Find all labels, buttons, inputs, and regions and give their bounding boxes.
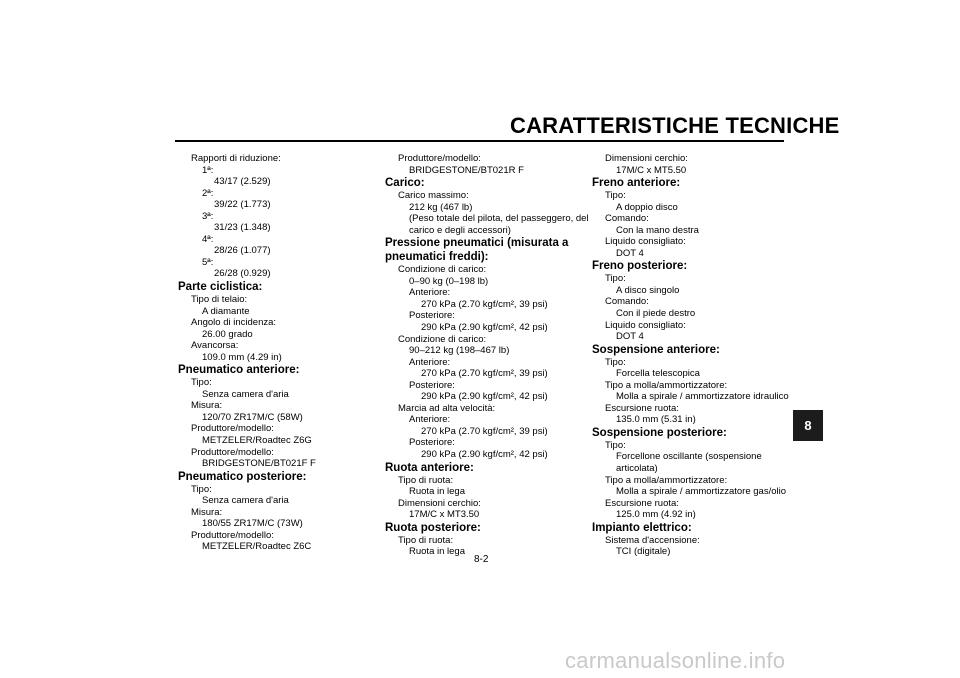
spec-line: Tipo a molla/ammortizzatore: xyxy=(605,474,728,486)
spec-line: Dimensioni cerchio: xyxy=(605,153,688,164)
spec-line: 270 kPa (2.70 kgf/cm², 39 psi) xyxy=(421,298,548,310)
spec-line: 290 kPa (2.90 kgf/cm², 42 psi) xyxy=(421,322,548,334)
spec-line: Avancorsa: xyxy=(191,340,239,352)
spec-line: DOT 4 xyxy=(616,331,644,343)
section-heading: Pneumatico anteriore: xyxy=(178,364,300,377)
spec-line: Escursione ruota: xyxy=(605,402,679,414)
section-heading: pneumatici freddi): xyxy=(385,251,489,264)
spec-line: Sistema d'accensione: xyxy=(605,534,700,546)
spec-line: Tipo: xyxy=(605,439,626,451)
section-heading: Freno anteriore: xyxy=(592,177,681,190)
page-number: 8-2 xyxy=(474,554,489,565)
section-heading: Pressione pneumatici (misurata a xyxy=(385,237,569,250)
spec-line: 212 kg (467 lb) xyxy=(409,201,473,213)
page-title: CARATTERISTICHE TECNICHE xyxy=(510,113,840,138)
spec-line: A doppio disco xyxy=(616,201,678,213)
spec-line: Posteriore: xyxy=(409,437,455,449)
section-heading: Carico: xyxy=(385,177,425,190)
spec-line: A diamante xyxy=(202,305,250,317)
spec-line: Anteriore: xyxy=(409,414,451,426)
section-heading: Sospensione posteriore: xyxy=(592,426,727,439)
spec-line: Condizione di carico: xyxy=(398,333,487,345)
spec-line: 26.00 grado xyxy=(202,328,253,340)
spec-line: 5ª: xyxy=(202,256,214,268)
spec-line: Con il piede destro xyxy=(616,308,696,320)
spec-line: Produttore/modello: xyxy=(191,423,274,435)
spec-line: Rapporti di riduzione: xyxy=(191,153,281,164)
spec-line: Comando: xyxy=(605,213,649,225)
spec-line: 0–90 kg (0–198 lb) xyxy=(409,275,489,287)
spec-line: Misura: xyxy=(191,506,223,518)
spec-line: Produttore/modello: xyxy=(398,153,481,164)
spec-line: Ruota in lega xyxy=(409,546,465,558)
spec-line: 120/70 ZR17M/C (58W) xyxy=(202,411,303,423)
spec-line: Tipo: xyxy=(191,377,212,389)
spec-line: Tipo: xyxy=(605,190,626,202)
spec-line: Tipo a molla/ammortizzatore: xyxy=(605,379,728,391)
spec-line: 17M/C x MT5.50 xyxy=(616,164,687,176)
spec-line: Posteriore: xyxy=(409,310,455,322)
section-heading: Ruota posteriore: xyxy=(385,521,481,534)
spec-line: 31/23 (1.348) xyxy=(214,222,271,234)
spec-line: carico e degli accessori) xyxy=(409,224,511,236)
spec-line: 90–212 kg (198–467 lb) xyxy=(409,345,510,357)
spec-line: Carico massimo: xyxy=(398,190,469,202)
spec-line: Marcia ad alta velocità: xyxy=(398,402,496,414)
spec-line: Comando: xyxy=(605,296,649,308)
spec-line: (Peso totale del pilota, del passeggero, del xyxy=(409,213,589,225)
spec-line: Dimensioni cerchio: xyxy=(398,497,481,509)
spec-line: Escursione ruota: xyxy=(605,497,679,509)
spec-line: 270 kPa (2.70 kgf/cm², 39 psi) xyxy=(421,425,548,437)
spec-line: Tipo: xyxy=(605,356,626,368)
spec-line: Senza camera d'aria xyxy=(202,388,289,400)
section-heading: Impianto elettrico: xyxy=(592,521,692,534)
section-heading: Pneumatico posteriore: xyxy=(178,470,307,483)
spec-line: METZELER/Roadtec Z6G xyxy=(202,435,312,447)
spec-line: 290 kPa (2.90 kgf/cm², 42 psi) xyxy=(421,449,548,461)
spec-line: 4ª: xyxy=(202,233,214,245)
spec-line: Condizione di carico: xyxy=(398,264,487,276)
spec-line: Forcellone oscillante (sospensione xyxy=(616,451,762,463)
spec-line: 1ª: xyxy=(202,164,214,176)
section-heading: Sospensione anteriore: xyxy=(592,343,720,356)
spec-column-3 xyxy=(592,153,797,558)
spec-line: 43/17 (2.529) xyxy=(214,176,271,188)
chapter-tab: 8 xyxy=(793,410,823,441)
spec-line: 39/22 (1.773) xyxy=(214,199,271,211)
spec-line: Produttore/modello: xyxy=(191,529,274,541)
spec-line: 2ª: xyxy=(202,187,214,199)
spec-line: 180/55 ZR17M/C (73W) xyxy=(202,518,303,530)
spec-line: Tipo di ruota: xyxy=(398,474,454,486)
spec-line: 125.0 mm (4.92 in) xyxy=(616,509,696,521)
spec-line: Tipo: xyxy=(605,273,626,285)
spec-line: Molla a spirale / ammortizzatore idraulico xyxy=(616,391,789,403)
watermark: carmanualsonline.info xyxy=(565,648,786,673)
spec-line: BRIDGESTONE/BT021F F xyxy=(202,458,316,470)
spec-line: A disco singolo xyxy=(616,284,680,296)
section-heading: Ruota anteriore: xyxy=(385,461,474,474)
spec-line: Posteriore: xyxy=(409,379,455,391)
spec-line: Misura: xyxy=(191,400,223,412)
spec-line: 3ª: xyxy=(202,210,214,222)
spec-line: Tipo di telaio: xyxy=(191,294,248,306)
spec-line: Liquido consigliato: xyxy=(605,319,686,331)
section-heading: Parte ciclistica: xyxy=(178,281,263,294)
spec-line: Anteriore: xyxy=(409,287,451,299)
spec-line: Molla a spirale / ammortizzatore gas/olio xyxy=(616,486,787,498)
spec-line: Angolo di incidenza: xyxy=(191,317,277,329)
spec-line: 135.0 mm (5.31 in) xyxy=(616,414,696,426)
spec-line: Forcella telescopica xyxy=(616,368,700,380)
spec-line: METZELER/Roadtec Z6C xyxy=(202,541,312,553)
spec-column-2 xyxy=(385,153,590,558)
spec-column-1 xyxy=(178,153,383,553)
spec-line: DOT 4 xyxy=(616,247,644,259)
spec-line: TCI (digitale) xyxy=(616,546,671,558)
spec-line: Con la mano destra xyxy=(616,224,699,236)
spec-line: 290 kPa (2.90 kgf/cm², 42 psi) xyxy=(421,391,548,403)
spec-line: articolata) xyxy=(616,463,658,475)
spec-line: Liquido consigliato: xyxy=(605,236,686,248)
spec-line: Senza camera d'aria xyxy=(202,495,289,507)
spec-line: 17M/C x MT3.50 xyxy=(409,509,480,521)
title-divider xyxy=(175,140,784,142)
spec-line: Anteriore: xyxy=(409,356,451,368)
spec-line: Produttore/modello: xyxy=(191,446,274,458)
spec-line: 28/26 (1.077) xyxy=(214,245,271,257)
spec-line: BRIDGESTONE/BT021R F xyxy=(409,164,524,176)
spec-line: 109.0 mm (4.29 in) xyxy=(202,351,282,363)
spec-line: 270 kPa (2.70 kgf/cm², 39 psi) xyxy=(421,368,548,380)
section-heading: Freno posteriore: xyxy=(592,260,688,273)
spec-line: 26/28 (0.929) xyxy=(214,268,271,280)
spec-line: Tipo di ruota: xyxy=(398,534,454,546)
spec-line: Ruota in lega xyxy=(409,486,465,498)
spec-line: Tipo: xyxy=(191,483,212,495)
